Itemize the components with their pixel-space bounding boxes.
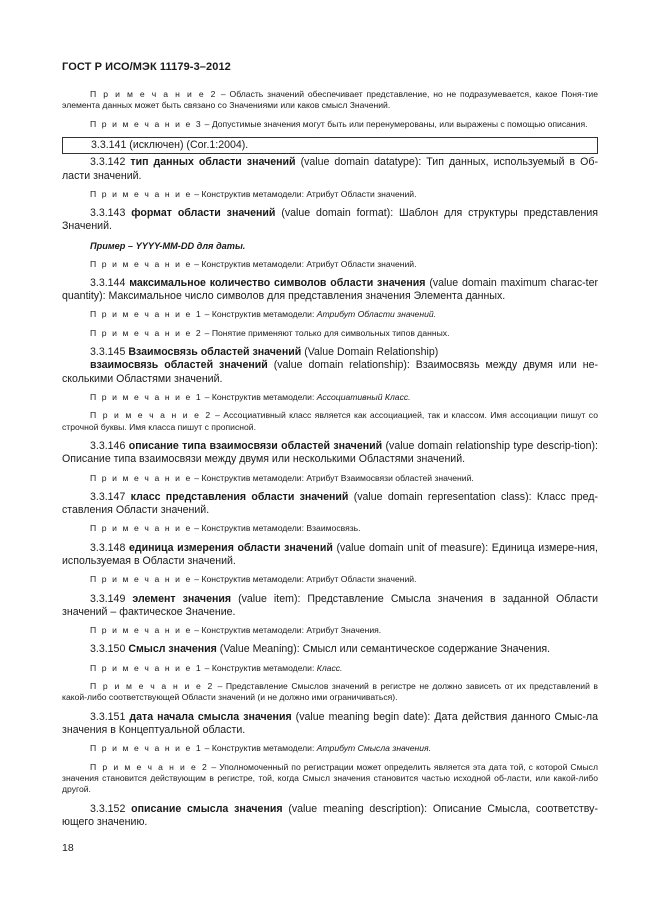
term-entry (62, 542, 598, 568)
term-text: (Value Domain Relationship) (301, 346, 439, 359)
term-text: (value meaning description): Описание Смысла, соответству-ющего значению. (62, 802, 599, 828)
term-text: (value domain datatype): Тип данных, используемый в Об-ласти значений. (62, 156, 598, 182)
note-label: П р и м е ч а н и е 2 (90, 680, 214, 691)
note-label: П р и м е ч а н и е 1 (90, 391, 203, 402)
term-entry (62, 277, 598, 303)
example-text: Пример – YYYY-MM-DD для даты. (90, 240, 246, 251)
note (62, 574, 598, 585)
term-entry (62, 643, 598, 656)
document-body (62, 89, 598, 835)
note (62, 189, 598, 200)
note (62, 663, 598, 674)
term-text: (value domain relationship type descrip-tion): Описание типа взаимосвязи между двумя или несколькими Областями значений. (62, 440, 598, 466)
term-text: (value item): Представление Смысла значения в заданной Области значений – фактическое Значение. (62, 592, 598, 618)
term-text: (value domain unit of measure): Единица измере-ния, используемая в Области значений. (62, 541, 598, 567)
term-text: (исключен) (Cor.1:2004). (126, 139, 249, 152)
excluded-term (62, 137, 598, 154)
term-number: 3.3.148 (90, 541, 126, 554)
term-entry (62, 440, 598, 466)
term-text: (Value Meaning): Смысл или семантическое содержание Значения. (216, 643, 551, 656)
note (62, 259, 598, 270)
term-entry (62, 491, 598, 517)
note (62, 410, 598, 433)
term-number: 3.3.145 (90, 346, 126, 359)
term-number: 3.3.143 (90, 207, 126, 220)
term-name: формат области значений (131, 207, 276, 220)
note-label: П р и м е ч а н и е (90, 188, 192, 199)
note (62, 328, 598, 339)
note-italic: Ассоциативный Класс. (316, 391, 411, 402)
note-label: П р и м е ч а н и е (90, 472, 192, 483)
term-name: взаимосвязь областей значений (90, 359, 268, 372)
term-text: (value domain representation class): Класс пред-ставления Области значений. (62, 490, 598, 517)
term-text: (value domain format): Шаблон для структуры представления Значений. (62, 207, 598, 233)
note-text: – Допустимые значения могут быть или перенумерованы, или выражены с помощью описания. (202, 118, 588, 129)
note (62, 309, 598, 320)
note-text: – Конструктив метамодели: Атрибут Области значений. (191, 258, 417, 269)
term-name: единица измерения области значений (128, 541, 333, 554)
term-entry (62, 207, 598, 233)
term-entry (62, 346, 598, 359)
note-label: П р и м е ч а н и е (90, 624, 192, 635)
note-text: – Конструктив метамодели: (202, 662, 317, 673)
note-label: П р и м е ч а н и е 1 (90, 309, 203, 320)
note-text: – Конструктив метамодели: (202, 743, 317, 754)
note-text: – Конструктив метамодели: Атрибут Области значений. (191, 188, 417, 199)
example (62, 240, 598, 252)
note-label: П р и м е ч а н и е 2 (90, 89, 218, 99)
term-number: 3.3.147 (90, 490, 126, 503)
note-text: – Представление Смыслов значений в регистре не должно зависеть от их представлений в какой-либо соответствующей Области значений (и не должно ими ограничиваться). (62, 680, 598, 703)
note-text: – Ассоциативный класс является как ассоциацией, так и классом. Имя ассоциации пишут со строчной буквы. Имя класса пишут с прописной. (62, 410, 598, 432)
term-name: класс представления области значений (130, 490, 349, 503)
note-text: – Понятие применяют только для символьных типов данных. (202, 327, 450, 338)
term-entry (62, 803, 598, 829)
term-entry (62, 711, 598, 737)
note-label: П р и м е ч а н и е 3 (90, 118, 203, 129)
note (62, 625, 598, 636)
term-entry (62, 593, 598, 619)
note-label: П р и м е ч а н и е 2 (90, 410, 212, 421)
term-number: 3.3.146 (90, 440, 126, 453)
note-text: – Область значений обеспечивает представление, но не подразумевается, какое Поня-тие элемента данных может быть связано со Значениями или каков смысл Значений. (62, 89, 598, 111)
term-name: Взаимосвязь областей значений (128, 346, 302, 359)
term-name: описание смысла значения (131, 802, 283, 815)
note-text: – Конструктив метамодели: Взаимосвязь. (191, 523, 361, 534)
note-text: – Конструктив метамодели: Атрибут Взаимосвязи областей значений. (191, 472, 474, 483)
page-number: 18 (62, 842, 74, 854)
term-name: максимальное количество символов области значения (129, 277, 426, 290)
note-text: – Конструктив метамодели: Атрибут Значения. (191, 624, 382, 635)
term-number: 3.3.151 (90, 710, 126, 723)
term-name: тип данных области значений (130, 156, 296, 169)
term-entry (62, 156, 598, 182)
note-italic: Атрибут Области значений. (316, 309, 437, 320)
note-label: П р и м е ч а н и е (90, 523, 192, 534)
note-text: – Конструктив метамодели: (202, 309, 317, 320)
note-label: П р и м е ч а н и е 1 (90, 743, 203, 754)
note-italic: Атрибут Смысла значения. (316, 743, 431, 754)
term-name: описание типа взаимосвязи областей значений (128, 440, 383, 453)
term-name: Смысл значения (128, 643, 217, 656)
term-number: 3.3.149 (90, 592, 126, 605)
note (62, 523, 598, 534)
note (62, 762, 598, 796)
term-text: (value meaning begin date): Дата действия данного Смыс-ла значения в Концептуальной области. (62, 710, 598, 736)
note (62, 392, 598, 403)
term-text: (value domain relationship): Взаимосвязь между двумя или не-сколькими Областями значений. (62, 359, 598, 385)
note-italic: Класс. (316, 662, 343, 673)
note-text: – Уполномоченный по регистрации может определить является эта дата той, с которой Смысл значения становится действующим в регистре, той, когда Смысл значения становится частью исходной об-ласти, или какой-либо другой. (62, 761, 598, 795)
term-name: элемент значения (132, 592, 232, 605)
note (62, 119, 598, 130)
note (62, 89, 598, 112)
note-label: П р и м е ч а н и е 2 (90, 327, 203, 338)
term-number: 3.3.141 (91, 139, 127, 152)
term-number: 3.3.144 (90, 277, 126, 290)
note (62, 681, 598, 704)
term-number: 3.3.150 (90, 643, 126, 656)
term-name: дата начала смысла значения (129, 710, 292, 723)
note (62, 473, 598, 484)
note-label: П р и м е ч а н и е 2 (90, 761, 209, 772)
term-number: 3.3.142 (90, 156, 126, 169)
note-label: П р и м е ч а н и е (90, 258, 192, 269)
document-header: ГОСТ Р ИСО/МЭК 11179-3–2012 (62, 61, 231, 73)
note-text: – Конструктив метамодели: (202, 391, 317, 402)
note-label: П р и м е ч а н и е 1 (90, 662, 203, 673)
note (62, 743, 598, 754)
term-number: 3.3.152 (90, 802, 126, 815)
term-text: (value domain maximum charac-ter quantity): Максимальное число символов для представления значения Элемента данных. (62, 277, 599, 303)
note-text: – Конструктив метамодели: Атрибут Области значений. (191, 574, 417, 585)
note-label: П р и м е ч а н и е (90, 574, 192, 585)
term-entry-synonym (62, 359, 598, 385)
